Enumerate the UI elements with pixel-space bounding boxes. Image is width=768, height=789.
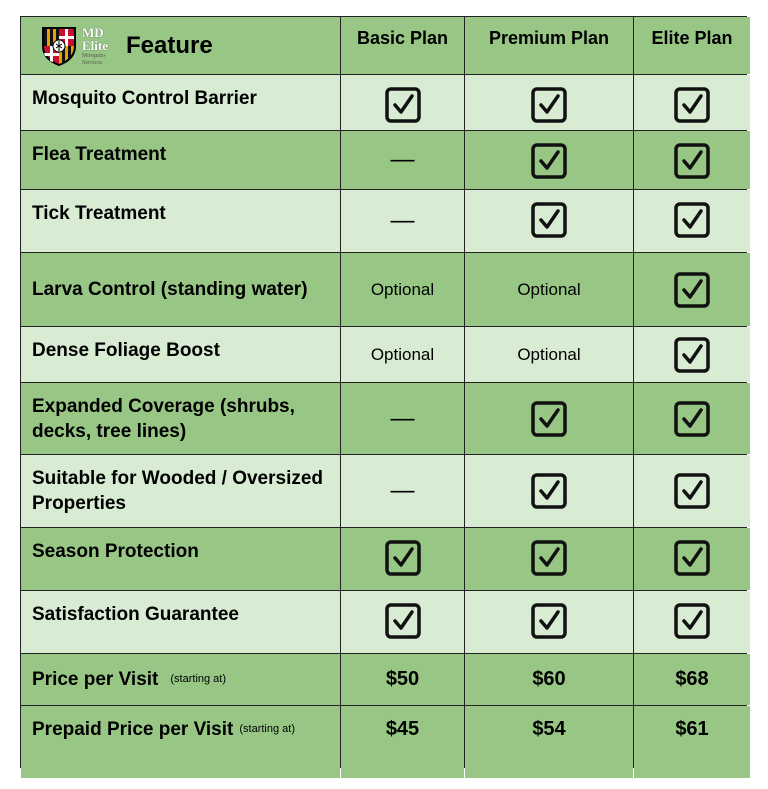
premium-included-cell — [465, 591, 633, 653]
premium-included-cell — [465, 190, 633, 252]
not-included-dash: — — [390, 146, 415, 173]
basic-value-cell — [341, 131, 464, 189]
checkbox-checked-icon — [674, 473, 710, 509]
basic-value-cell — [341, 327, 464, 382]
optional-text: Optional — [370, 279, 435, 299]
basic-price: $45 — [341, 706, 464, 778]
elite-included-cell — [634, 190, 750, 252]
elite-included-cell — [634, 253, 750, 326]
elite-included-cell — [634, 75, 750, 130]
basic-value-cell — [341, 190, 464, 252]
premium-value-cell — [465, 327, 633, 382]
feature-label: Flea Treatment — [21, 131, 340, 189]
optional-text: Optional — [517, 279, 581, 299]
checkbox-checked-icon — [674, 603, 710, 639]
feature-label: Suitable for Wooded / Oversized Properties — [21, 455, 340, 527]
elite-plan-header: Elite Plan — [634, 17, 750, 74]
checkbox-checked-icon — [674, 87, 710, 123]
premium-included-cell — [465, 455, 633, 527]
md-elite-logo — [39, 24, 108, 68]
checkbox-checked-icon — [674, 337, 710, 373]
checkbox-checked-icon — [385, 603, 421, 639]
checkbox-checked-icon — [531, 143, 567, 179]
checkbox-checked-icon — [531, 87, 567, 123]
checkbox-checked-icon — [674, 202, 710, 238]
feature-header: Feature — [126, 31, 213, 59]
checkbox-checked-icon — [531, 401, 567, 437]
logo-mosquito: Mosquito — [82, 52, 106, 59]
feature-label: Satisfaction Guarantee — [21, 591, 340, 653]
premium-included-cell — [465, 131, 633, 189]
premium-price: $60 — [465, 654, 633, 705]
basic-plan-header: Basic Plan — [341, 17, 464, 74]
checkbox-checked-icon — [531, 540, 567, 576]
feature-label: Tick Treatment — [21, 190, 340, 252]
logo-services: Services — [82, 59, 103, 66]
premium-included-cell — [465, 75, 633, 130]
logo-text — [82, 26, 108, 66]
elite-price: $61 — [634, 706, 750, 778]
basic-included-cell — [341, 591, 464, 653]
elite-included-cell — [634, 528, 750, 590]
header-feature-cell — [21, 17, 340, 74]
elite-included-cell — [634, 455, 750, 527]
feature-label: Expanded Coverage (shrubs, decks, tree lines) — [21, 383, 340, 454]
checkbox-checked-icon — [531, 603, 567, 639]
starting-at-note: (starting at) — [170, 673, 227, 685]
price-label — [21, 654, 340, 705]
not-included-dash: — — [390, 207, 415, 234]
feature-label: Dense Foliage Boost — [21, 327, 340, 382]
logo-md: MD — [82, 24, 104, 40]
checkbox-checked-icon — [674, 272, 710, 308]
price-label — [21, 706, 340, 778]
basic-value-cell — [341, 383, 464, 454]
feature-label: Larva Control (standing water) — [21, 253, 340, 326]
feature-label: Season Protection — [21, 528, 340, 590]
elite-included-cell — [634, 131, 750, 189]
feature-label: Mosquito Control Barrier — [21, 75, 340, 130]
basic-price: $50 — [341, 654, 464, 705]
logo-elite: Elite — [82, 37, 108, 53]
not-included-dash: — — [390, 477, 415, 504]
checkbox-checked-icon — [674, 143, 710, 179]
checkbox-checked-icon — [674, 540, 710, 576]
optional-text: Optional — [370, 344, 435, 364]
checkbox-checked-icon — [531, 202, 567, 238]
checkbox-checked-icon — [385, 540, 421, 576]
premium-plan-header: Premium Plan — [465, 17, 633, 74]
price-label-text: Price per Visit — [32, 669, 159, 690]
optional-text: Optional — [517, 344, 581, 364]
elite-included-cell — [634, 327, 750, 382]
checkbox-checked-icon — [674, 401, 710, 437]
checkbox-checked-icon — [531, 473, 567, 509]
elite-price: $68 — [634, 654, 750, 705]
price-label-text: Prepaid Price per Visit — [32, 719, 234, 740]
elite-included-cell — [634, 383, 750, 454]
premium-value-cell — [465, 253, 633, 326]
not-included-dash: — — [390, 404, 415, 432]
basic-value-cell — [341, 455, 464, 527]
premium-included-cell — [465, 383, 633, 454]
premium-included-cell — [465, 528, 633, 590]
basic-included-cell — [341, 75, 464, 130]
checkbox-checked-icon — [385, 87, 421, 123]
basic-included-cell — [341, 528, 464, 590]
starting-at-note: (starting at) — [239, 723, 295, 735]
basic-value-cell — [341, 253, 464, 326]
premium-price: $54 — [465, 706, 633, 778]
shield-logo-icon — [39, 24, 79, 68]
elite-included-cell — [634, 591, 750, 653]
comparison-table — [20, 16, 747, 768]
